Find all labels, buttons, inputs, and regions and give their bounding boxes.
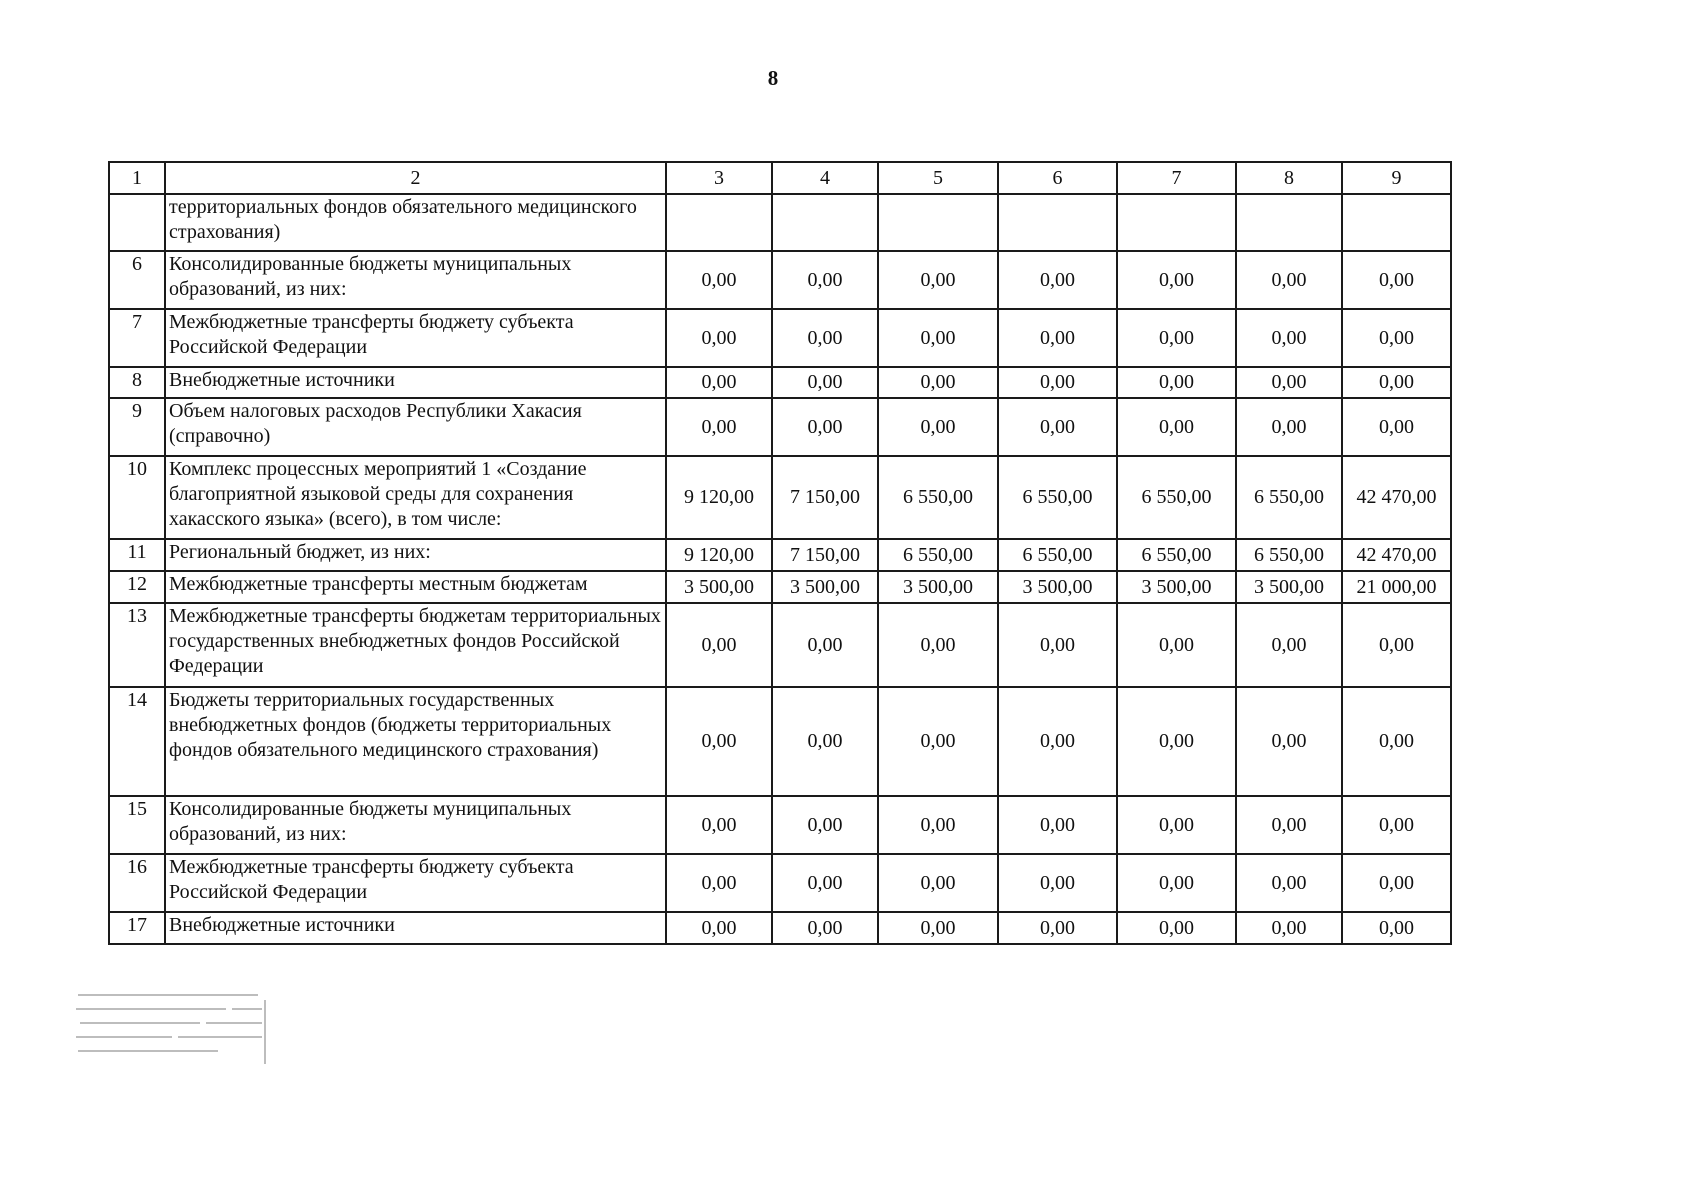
value-cell-col-6: 0,00	[998, 796, 1117, 854]
value-cell-col-5: 0,00	[878, 309, 998, 367]
table-body	[109, 194, 1451, 944]
value-cell-col-3: 0,00	[666, 687, 772, 796]
value-cell-col-9	[1342, 194, 1451, 251]
budget-table	[108, 161, 1452, 945]
row-number: 17	[109, 912, 165, 944]
header-cell-6: 6	[998, 162, 1117, 194]
header-cell-7: 7	[1117, 162, 1236, 194]
value-cell-col-6: 0,00	[998, 603, 1117, 687]
header-row	[109, 162, 1451, 194]
value-cell-col-8: 6 550,00	[1236, 539, 1342, 571]
value-cell-col-6: 0,00	[998, 367, 1117, 398]
value-cell-col-3: 0,00	[666, 854, 772, 912]
row-name: Межбюджетные трансферты бюджету субъекта Российской Федерации	[165, 309, 666, 367]
value-cell-col-4: 0,00	[772, 603, 878, 687]
row-number: 8	[109, 367, 165, 398]
table-row	[109, 309, 1451, 367]
value-cell-col-4: 7 150,00	[772, 456, 878, 539]
table-row	[109, 687, 1451, 796]
table-row	[109, 912, 1451, 944]
row-name: территориальных фондов обязательного медицинского страхования)	[165, 194, 666, 251]
value-cell-col-8: 0,00	[1236, 398, 1342, 456]
value-cell-col-8: 6 550,00	[1236, 456, 1342, 539]
row-name: Объем налоговых расходов Республики Хакасия (справочно)	[165, 398, 666, 456]
row-name: Консолидированные бюджеты муниципальных образований, из них:	[165, 796, 666, 854]
value-cell-col-6	[998, 194, 1117, 251]
row-number: 13	[109, 603, 165, 687]
value-cell-col-9: 0,00	[1342, 603, 1451, 687]
row-name: Региональный бюджет, из них:	[165, 539, 666, 571]
value-cell-col-5: 6 550,00	[878, 539, 998, 571]
row-number: 7	[109, 309, 165, 367]
table-row	[109, 796, 1451, 854]
value-cell-col-3: 0,00	[666, 367, 772, 398]
header-cell-3: 3	[666, 162, 772, 194]
value-cell-col-4	[772, 194, 878, 251]
value-cell-col-3: 0,00	[666, 309, 772, 367]
value-cell-col-9: 0,00	[1342, 251, 1451, 309]
value-cell-col-5: 0,00	[878, 251, 998, 309]
table-row	[109, 251, 1451, 309]
value-cell-col-4: 0,00	[772, 796, 878, 854]
value-cell-col-9: 0,00	[1342, 367, 1451, 398]
value-cell-col-3: 0,00	[666, 398, 772, 456]
row-name: Внебюджетные источники	[165, 912, 666, 944]
row-number: 9	[109, 398, 165, 456]
value-cell-col-4: 0,00	[772, 912, 878, 944]
header-cell-1: 1	[109, 162, 165, 194]
row-number: 14	[109, 687, 165, 796]
value-cell-col-4: 3 500,00	[772, 571, 878, 603]
row-number: 6	[109, 251, 165, 309]
value-cell-col-7	[1117, 194, 1236, 251]
value-cell-col-6: 0,00	[998, 251, 1117, 309]
table-row	[109, 456, 1451, 539]
value-cell-col-8: 0,00	[1236, 796, 1342, 854]
value-cell-col-6: 0,00	[998, 309, 1117, 367]
value-cell-col-3: 0,00	[666, 796, 772, 854]
value-cell-col-5: 0,00	[878, 687, 998, 796]
value-cell-col-3: 3 500,00	[666, 571, 772, 603]
value-cell-col-5: 0,00	[878, 912, 998, 944]
value-cell-col-9: 21 000,00	[1342, 571, 1451, 603]
table-row	[109, 398, 1451, 456]
value-cell-col-3: 0,00	[666, 603, 772, 687]
value-cell-col-4: 0,00	[772, 309, 878, 367]
row-name: Межбюджетные трансферты бюджетам территориальных государственных внебюджетных фондов Российской Федерации	[165, 603, 666, 687]
value-cell-col-9: 0,00	[1342, 687, 1451, 796]
header-cell-5: 5	[878, 162, 998, 194]
value-cell-col-3: 9 120,00	[666, 456, 772, 539]
value-cell-col-4: 0,00	[772, 687, 878, 796]
value-cell-col-8: 0,00	[1236, 309, 1342, 367]
value-cell-col-9: 42 470,00	[1342, 456, 1451, 539]
header-cell-2: 2	[165, 162, 666, 194]
row-name: Внебюджетные источники	[165, 367, 666, 398]
value-cell-col-9: 0,00	[1342, 398, 1451, 456]
row-number: 12	[109, 571, 165, 603]
value-cell-col-5: 0,00	[878, 367, 998, 398]
value-cell-col-4: 0,00	[772, 854, 878, 912]
value-cell-col-5: 3 500,00	[878, 571, 998, 603]
value-cell-col-7: 0,00	[1117, 687, 1236, 796]
value-cell-col-3	[666, 194, 772, 251]
value-cell-col-6: 6 550,00	[998, 539, 1117, 571]
value-cell-col-7: 6 550,00	[1117, 539, 1236, 571]
value-cell-col-6: 0,00	[998, 398, 1117, 456]
row-name: Межбюджетные трансферты местным бюджетам	[165, 571, 666, 603]
row-number	[109, 194, 165, 251]
value-cell-col-6: 3 500,00	[998, 571, 1117, 603]
value-cell-col-6: 0,00	[998, 687, 1117, 796]
row-name: Комплекс процессных мероприятий 1 «Создание благоприятной языковой среды для сохранения хакасского языка» (всего), в том числе:	[165, 456, 666, 539]
header-cell-4: 4	[772, 162, 878, 194]
value-cell-col-3: 0,00	[666, 251, 772, 309]
value-cell-col-9: 0,00	[1342, 912, 1451, 944]
value-cell-col-4: 7 150,00	[772, 539, 878, 571]
value-cell-col-7: 0,00	[1117, 251, 1236, 309]
value-cell-col-8: 0,00	[1236, 367, 1342, 398]
value-cell-col-5: 0,00	[878, 796, 998, 854]
row-number: 16	[109, 854, 165, 912]
value-cell-col-7: 3 500,00	[1117, 571, 1236, 603]
value-cell-col-7: 0,00	[1117, 796, 1236, 854]
value-cell-col-4: 0,00	[772, 251, 878, 309]
row-name: Бюджеты территориальных государственных внебюджетных фондов (бюджеты территориальных фондов обязательного медицинского страхования)	[165, 687, 666, 796]
value-cell-col-7: 0,00	[1117, 912, 1236, 944]
table-row	[109, 603, 1451, 687]
value-cell-col-8: 0,00	[1236, 603, 1342, 687]
value-cell-col-6: 0,00	[998, 912, 1117, 944]
value-cell-col-7: 6 550,00	[1117, 456, 1236, 539]
value-cell-col-8: 3 500,00	[1236, 571, 1342, 603]
value-cell-col-9: 0,00	[1342, 854, 1451, 912]
value-cell-col-7: 0,00	[1117, 603, 1236, 687]
table-row	[109, 367, 1451, 398]
value-cell-col-4: 0,00	[772, 398, 878, 456]
value-cell-col-5	[878, 194, 998, 251]
value-cell-col-5: 0,00	[878, 854, 998, 912]
header-cell-8: 8	[1236, 162, 1342, 194]
value-cell-col-5: 0,00	[878, 603, 998, 687]
row-number: 15	[109, 796, 165, 854]
value-cell-col-5: 6 550,00	[878, 456, 998, 539]
row-name: Межбюджетные трансферты бюджету субъекта Российской Федерации	[165, 854, 666, 912]
row-name: Консолидированные бюджеты муниципальных образований, из них:	[165, 251, 666, 309]
faint-stamp-mark	[74, 990, 270, 1068]
table-row	[109, 854, 1451, 912]
value-cell-col-9: 0,00	[1342, 309, 1451, 367]
value-cell-col-7: 0,00	[1117, 854, 1236, 912]
header-cell-9: 9	[1342, 162, 1451, 194]
value-cell-col-7: 0,00	[1117, 309, 1236, 367]
page-number: 8	[767, 66, 779, 90]
value-cell-col-6: 6 550,00	[998, 456, 1117, 539]
value-cell-col-8: 0,00	[1236, 687, 1342, 796]
value-cell-col-6: 0,00	[998, 854, 1117, 912]
table-row	[109, 571, 1451, 603]
value-cell-col-4: 0,00	[772, 367, 878, 398]
value-cell-col-9: 0,00	[1342, 796, 1451, 854]
value-cell-col-8	[1236, 194, 1342, 251]
row-number: 11	[109, 539, 165, 571]
value-cell-col-8: 0,00	[1236, 854, 1342, 912]
value-cell-col-7: 0,00	[1117, 367, 1236, 398]
value-cell-col-8: 0,00	[1236, 912, 1342, 944]
value-cell-col-3: 9 120,00	[666, 539, 772, 571]
value-cell-col-9: 42 470,00	[1342, 539, 1451, 571]
row-number: 10	[109, 456, 165, 539]
table-row	[109, 194, 1451, 251]
value-cell-col-5: 0,00	[878, 398, 998, 456]
value-cell-col-7: 0,00	[1117, 398, 1236, 456]
value-cell-col-8: 0,00	[1236, 251, 1342, 309]
table-row	[109, 539, 1451, 571]
value-cell-col-3: 0,00	[666, 912, 772, 944]
